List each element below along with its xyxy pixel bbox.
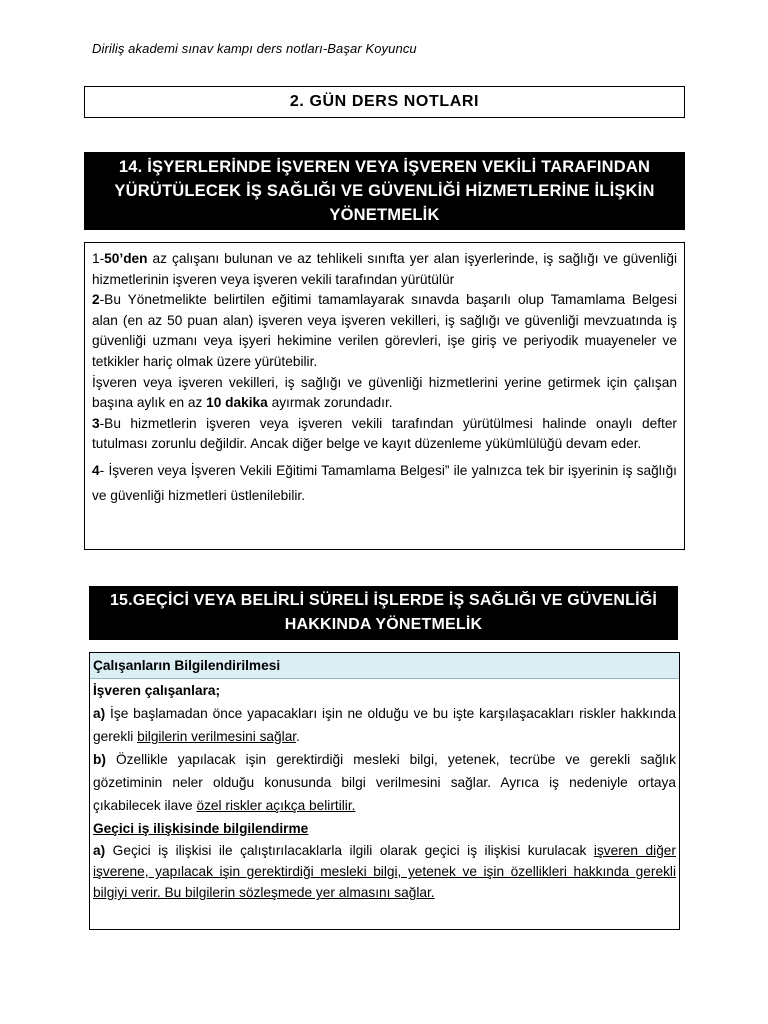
section-14-title-line-2: YÜRÜTÜLECEK İŞ SAĞLIĞI VE GÜVENLİĞİ HİZMETLERİNE İLİŞKİN xyxy=(114,182,655,200)
document-header: Diriliş akademi sınav kampı ders notları-Başar Koyuncu xyxy=(92,41,417,56)
item-a xyxy=(93,702,676,748)
paragraph-3-bold: 10 dakika xyxy=(206,395,268,411)
item-c-underline: işveren diğer işverene, yapılacak işin gerektirdiği mesleki bilgi, yetenek ve işin özellikleri hakkında gerekli bilgiyi verir. Bu bilgilerin sözleşmede yer almasını sağlar. xyxy=(93,843,676,900)
paragraph-3-text: İşveren veya işveren vekilleri, iş sağlığı ve güvenliği hizmetlerini yerine getirmek için çalışan başına aylık en az xyxy=(92,374,677,411)
section-15-title xyxy=(89,586,678,640)
item-b xyxy=(93,748,676,817)
item-a-underline: bilgilerin verilmesini sağlar xyxy=(137,729,297,744)
section-14-title-line-3: YÖNETMELİK xyxy=(329,206,440,224)
item-c-text: Geçici iş ilişkisi ile çalıştırılacaklarla ilgili olarak geçici iş ilişkisi kurulacak xyxy=(105,843,594,858)
section-15-title-line-1: 15.GEÇİCİ VEYA BELİRLİ SÜRELİ İŞLERDE İŞ SAĞLIĞI VE GÜVENLİĞİ xyxy=(109,592,658,609)
item-b-underline: özel riskler açıkça belirtilir. xyxy=(196,798,356,813)
paragraph-2-text: -Bu Yönetmelikte belirtilen eğitimi tamamlayarak sınavda başarılı olup Tamamlama Belgesi alan (en az 50 puan alan) işveren veya işveren vekilleri, iş sağlığı ve güvenliği mevzuatında iş güvenliği uzmanı veya işyeri hekimine verilen görevleri, işe giriş ve periyodik muayeneler ve tetkikler hariç olmak üzere yürütebilir. xyxy=(92,292,677,369)
item-a-end: . xyxy=(296,729,300,744)
paragraph-3-end: ayırmak zorundadır. xyxy=(267,395,393,411)
paragraph-4-number: 3 xyxy=(92,415,100,431)
paragraph-1 xyxy=(92,249,677,290)
item-b-label: b) xyxy=(93,752,106,767)
paragraph-4-text: -Bu hizmetlerin işveren veya işveren vekili tarafından yürütülmesi halinde onaylı defter tutulması zorunlu değildir. Ancak diğer belge ve kayıt düzenleme yükümlülüğü devam eder. xyxy=(92,415,677,452)
subheading-temporary-work: Geçici iş ilişkisinde bilgilendirme xyxy=(93,821,309,836)
paragraph-5-number: 4 xyxy=(92,462,100,478)
paragraph-4 xyxy=(92,414,677,455)
paragraph-2-number: 2 xyxy=(92,292,100,308)
item-a-text: İşe başlamadan önce yapacakları işin ne olduğu ve bu işte karşılaşacakları riskler hakkında gerekli xyxy=(93,706,676,744)
paragraph-5 xyxy=(92,458,677,508)
section-15-title-line-2: HAKKINDA YÖNETMELİK xyxy=(284,616,483,633)
paragraph-5-text: - İşveren veya İşveren Vekili Eğitimi Tamamlama Belgesi” ile yalnızca tek bir işyerinin iş sağlığı ve güvenliği hizmetleri üstlenilebilir. xyxy=(92,462,677,503)
section-15-content xyxy=(89,652,680,930)
paragraph-2 xyxy=(92,290,677,372)
intro-line: İşveren çalışanlara; xyxy=(93,683,221,698)
item-c xyxy=(93,840,676,903)
item-a-label: a) xyxy=(93,706,106,721)
section-14-title-line-1: 14. İŞYERLERİNDE İŞVEREN VEYA İŞVEREN VEKİLİ TARAFINDAN xyxy=(118,158,651,176)
paragraph-1-bold: 50’den xyxy=(104,251,148,266)
item-b-text: Özellikle yapılacak işin gerektirdiği mesleki bilgi, yetenek, tecrübe ve gerekli sağlık gözetiminin neler olduğu konusunda bilgi verilmesini sağlar. Ayrıca iş nedeniyle ortaya çıkabilecek ilave xyxy=(93,752,676,813)
day-title: 2. GÜN DERS NOTLARI xyxy=(84,86,685,118)
item-c-label: a) xyxy=(93,843,106,858)
section-14-title xyxy=(84,152,685,230)
paragraph-1-text: az çalışanı bulunan ve az tehlikeli sınıfta yer alan işyerlerinde, iş sağlığı ve güvenliği hizmetlerinin işveren veya işveren vekili tarafından yürütülür xyxy=(92,251,677,287)
section-15-subheader: Çalışanların Bilgilendirilmesi xyxy=(90,653,679,679)
section-14-content xyxy=(84,242,685,550)
paragraph-1-number: 1- xyxy=(92,251,105,266)
section-15-body xyxy=(90,679,679,903)
paragraph-3 xyxy=(92,373,677,414)
